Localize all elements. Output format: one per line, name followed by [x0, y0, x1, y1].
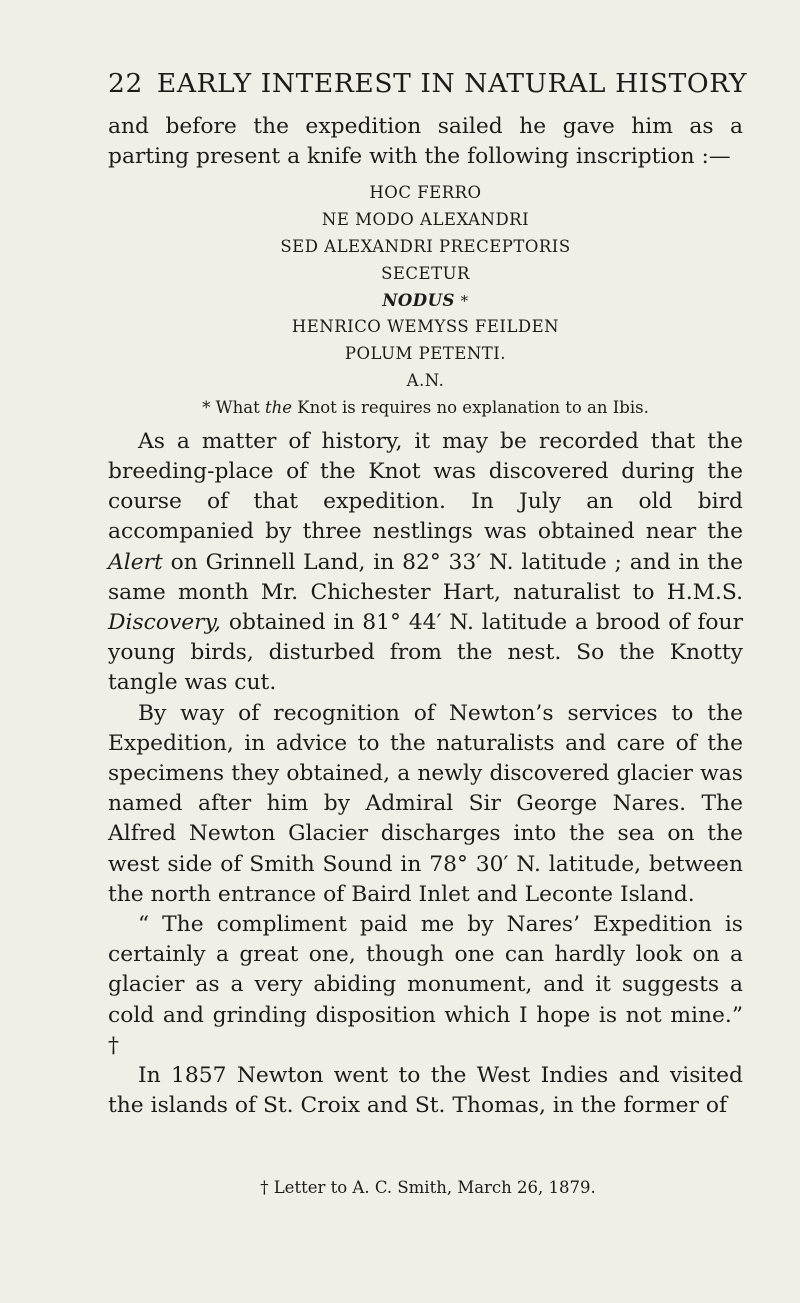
paragraph-quote	[108, 910, 743, 1061]
footnote-text-italic: the	[264, 397, 293, 417]
intro-paragraph: and before the expedition sailed he gave him as a parting present a knife with the following inscription :—	[108, 114, 743, 170]
knife-inscription	[108, 180, 743, 394]
footnote-marker: *	[202, 397, 211, 417]
paragraph-text: on Grinnell Land, in 82° 33′ N. latitude ; and in the same month Mr. Chichester Hart, naturalist to H.M.S.	[108, 549, 743, 605]
paragraph-west-indies: In 1857 Newton went to the West Indies and visited the islands of St. Croix and St. Thomas, in the former of	[108, 1063, 743, 1119]
quote-text: “ The compliment paid me by Nares’ Expedition is certainly a great one, though one can hardly look on a glacier as a very abiding monument, and it suggests a cold and grinding disposition which I hope is not mine.”	[108, 912, 743, 1028]
footnote-marker: †	[108, 1032, 119, 1058]
footnote-knot	[108, 395, 743, 421]
ship-name-discovery: Discovery,	[108, 610, 221, 635]
inscription-line: SECETUR	[381, 263, 470, 283]
paragraph-text: As a matter of history, it may be recorded that the breeding-place of the Knot was discovered during the course of that expedition. In July an old bird accompanied by three nestlings was obtained near the	[108, 428, 743, 545]
inscription-line: POLUM PETENTI.	[344, 344, 507, 364]
footnote-text: Knot is requires no explanation to an Ibis.	[297, 397, 649, 417]
running-title: EARLY INTEREST IN NATURAL HISTORY	[156, 68, 748, 99]
page-number: 22	[108, 68, 143, 99]
paragraph-text: obtained in 81° 44′ N. latitude a brood of four young birds, disturbed from the nest. So the Knotty tangle was cut.	[108, 610, 743, 696]
inscription-line: NE MODO ALEXANDRI	[321, 210, 530, 230]
footnote-marker: †	[260, 1178, 269, 1197]
inscription-word-nodus: NODUS	[382, 290, 455, 310]
inscription-line: HOC FERRO	[369, 183, 482, 203]
inscription-line-nodus	[108, 288, 743, 315]
body-text	[108, 112, 743, 1121]
ship-name-alert: Alert	[108, 549, 163, 575]
footnote-text: Letter to A. C. Smith, March 26, 1879.	[273, 1178, 596, 1197]
footnote-text: What	[215, 397, 260, 417]
footnote-marker: *	[460, 291, 469, 310]
paragraph-glacier: By way of recognition of Newton’s services to the Expedition, in advice to the naturalists and care of the specimens they obtained, a newly discovered glacier was named after him by Admiral Sir George Nares. The Alfred Newton Glacier discharges into the sea on the west side of Smith Sound in 78° 30′ N. latitude, between the north entrance of Baird Inlet and Leconte Island.	[108, 700, 743, 907]
inscription-line: SED ALEXANDRI PRECEPTORIS	[280, 237, 571, 256]
paragraph-breeding-place	[108, 427, 743, 699]
footnote-letter	[108, 1178, 748, 1197]
inscription-line: HENRICO WEMYSS FEILDEN	[291, 317, 560, 337]
inscription-signature: A.N.	[406, 370, 445, 390]
running-header	[108, 68, 748, 99]
